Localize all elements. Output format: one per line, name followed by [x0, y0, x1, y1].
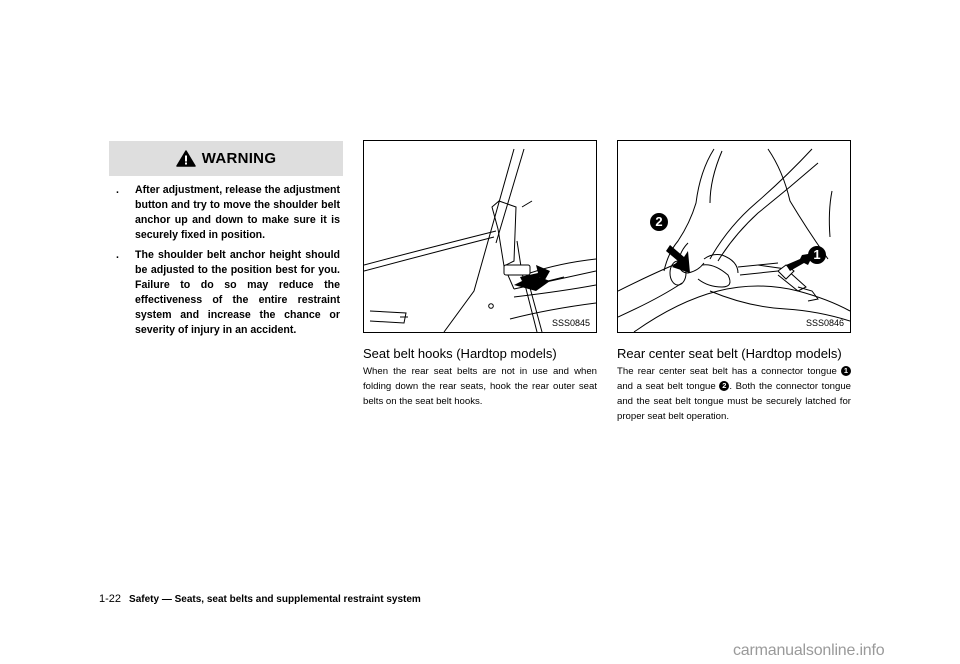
callout-2-inline: 2	[719, 381, 729, 391]
page-footer	[99, 593, 421, 605]
bullet: .	[116, 249, 119, 261]
section-title: Seat belt hooks (Hardtop models)	[363, 346, 557, 361]
warning-item	[114, 183, 340, 243]
callout-1-inline: 1	[841, 366, 851, 376]
watermark: carmanualsonline.info	[733, 642, 885, 659]
section-body	[617, 364, 851, 424]
bullet: .	[116, 184, 119, 196]
warning-triangle-icon	[176, 150, 196, 167]
warning-title: WARNING	[201, 150, 277, 167]
callout-1-badge: 1	[808, 246, 826, 264]
warning-item	[114, 248, 340, 338]
chapter-title: Safety — Seats, seat belts and supplemental restraint system	[129, 594, 421, 605]
page-number: 1-22	[99, 593, 122, 605]
section-body-text: . Both the connector tongue and the seat belt tongue must be securely latched for proper seat belt operation.	[617, 381, 851, 422]
warning-list	[114, 183, 340, 343]
section-body-text: The rear center seat belt has a connector tongue	[617, 366, 841, 377]
arrow-2-icon	[666, 245, 690, 273]
callout-2-badge: 2	[650, 213, 668, 231]
section-title: Rear center seat belt (Hardtop models)	[617, 346, 842, 361]
figure-code: SSS0846	[805, 318, 844, 328]
warning-item-text: The shoulder belt anchor height should be adjusted to the position best for you. Failure to do so may reduce the effectiveness of the entire restraint system and increase the chance or severity of injury in an accident.	[135, 249, 340, 336]
section-body: When the rear seat belts are not in use and when folding down the rear seats, hook the rear outer seat belts on the seat belt hooks.	[363, 366, 597, 407]
warning-item-text: After adjustment, release the adjustment button and try to move the shoulder belt anchor up and down to make sure it is securely fixed in position.	[135, 184, 340, 241]
rear-center-belt-illustration	[618, 141, 850, 332]
figure-code: SSS0845	[551, 318, 590, 328]
figure-seat-belt-hook	[363, 140, 597, 333]
section-body-text: and a seat belt tongue	[617, 381, 720, 392]
seat-belt-hook-illustration	[364, 141, 596, 332]
warning-header	[109, 141, 343, 176]
figure-rear-center-belt	[617, 140, 851, 333]
